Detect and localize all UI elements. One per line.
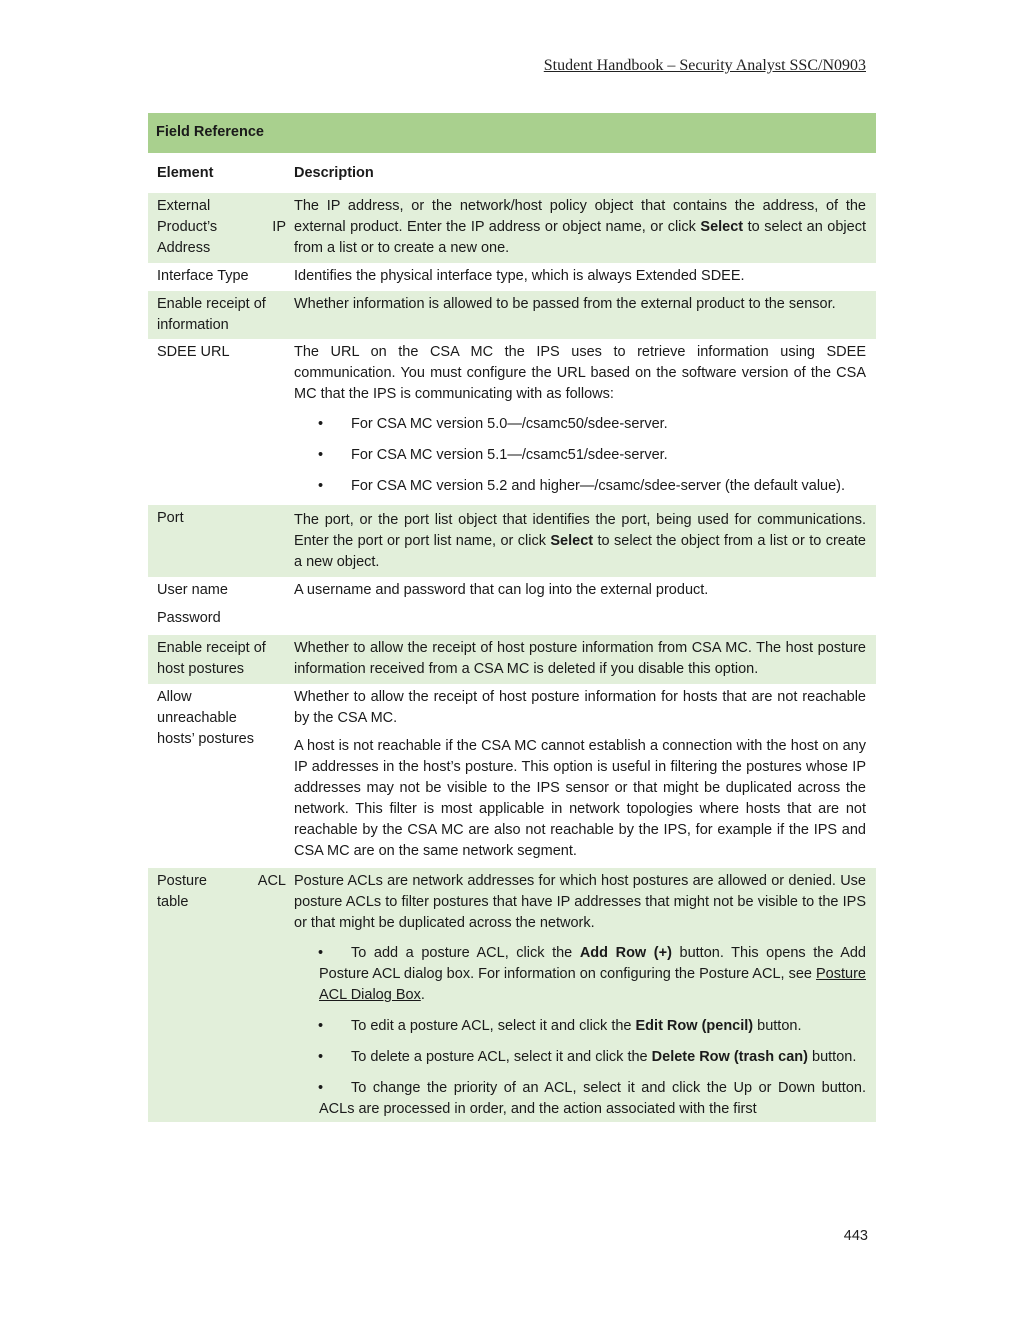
table-row — [148, 577, 876, 635]
bullet-list — [294, 414, 866, 497]
list-item — [294, 1047, 866, 1068]
list-item — [294, 445, 866, 466]
description-cell: Identifies the physical interface type, which is always Extended SDEE. — [294, 268, 745, 284]
edit-row-keyword: Edit Row (pencil) — [635, 1018, 754, 1034]
element-line: hosts’ postures — [157, 731, 254, 747]
bullet-list — [294, 943, 866, 1120]
table-row — [148, 505, 876, 577]
column-header-element: Element — [157, 165, 214, 181]
table-row — [148, 291, 876, 339]
element-line: Allow — [157, 689, 192, 705]
add-row-keyword: Add Row (+) — [579, 945, 672, 961]
description-cell — [286, 193, 866, 263]
list-item-text: To delete a posture ACL, select it and click the — [351, 1049, 652, 1065]
list-item-text: button. — [753, 1018, 802, 1034]
description-cell: A username and password that can log into the external product. — [294, 582, 709, 598]
bullet-icon: • — [318, 478, 324, 494]
bullet-icon: • — [318, 416, 324, 432]
description-cell — [286, 339, 866, 505]
description-text: Posture ACLs are network addresses for which host postures are allowed or denied. Use posture ACLs to filter postures that have IP addresses that might not be visible to the IPS or that might be duplicated across the network. — [294, 873, 866, 931]
bullet-icon: • — [318, 1080, 324, 1096]
description-text: The IP address, or the network/host policy object that contains the address, of the external product. Enter the IP address or object name, or click — [294, 198, 866, 235]
table-title: Field Reference — [148, 113, 876, 153]
table-row — [148, 193, 876, 263]
select-keyword: Select — [700, 219, 744, 235]
description-text: The URL on the CSA MC the IPS uses to retrieve information using SDEE communication. You must configure the URL based on the software version of the CSA MC that the IPS is communicating with as follows: — [294, 344, 866, 402]
description-cell: Whether information is allowed to be passed from the external product to the sensor. — [294, 296, 836, 312]
running-header: Student Handbook – Security Analyst SSC/N0903 — [543, 57, 866, 74]
bullet-icon: • — [318, 945, 324, 961]
bullet-icon: • — [318, 1049, 324, 1065]
column-header-description: Description — [294, 165, 374, 181]
element-line: Password — [157, 610, 221, 626]
description-cell — [286, 684, 866, 868]
list-item — [294, 476, 866, 497]
list-item — [294, 943, 866, 1006]
element-line: Posture ACL — [157, 873, 286, 889]
element-cell: Port — [157, 510, 184, 526]
posture-acl-dialog-link[interactable]: Posture ACL Dialog Box — [319, 966, 866, 1003]
field-reference-table — [148, 113, 876, 1122]
list-item-text: . — [420, 987, 425, 1003]
table-row — [148, 263, 876, 291]
element-cell — [148, 577, 286, 635]
description-text: A host is not reachable if the CSA MC cannot establish a connection with the host on any IP addresses in the host’s posture. This option is useful in filtering the postures whose IP addresses may not be visible to the IPS sensor or that might be duplicated across the network. This filter is most applicable in network topologies where hosts that are not reachable by the CSA MC are also not reachable by the IPS, for example if the IPS and CSA MC are on the same network segment. — [294, 738, 866, 859]
description-cell: Whether to allow the receipt of host posture information from CSA MC. The host posture information received from a CSA MC is deleted if you disable this option. — [294, 640, 866, 677]
description-text: Whether to allow the receipt of host posture information for hosts that are not reachable by the CSA MC. — [294, 689, 866, 726]
element-cell — [148, 684, 286, 868]
column-header-row — [148, 153, 876, 193]
table-row — [148, 635, 876, 684]
list-item — [294, 1078, 866, 1120]
list-item-text: For CSA MC version 5.1—/csamc51/sdee-server. — [351, 447, 668, 463]
list-item-text: For CSA MC version 5.2 and higher—/csamc/sdee-server (the default value). — [351, 478, 846, 494]
description-text: to select an object from a list or to create a new one. — [294, 219, 866, 256]
element-cell — [148, 868, 286, 1122]
element-cell: Enable receipt of information — [157, 296, 266, 333]
element-cell — [148, 193, 286, 263]
list-item-text: To add a posture ACL, click the — [351, 945, 580, 961]
element-line: table — [157, 894, 189, 910]
description-cell — [286, 868, 866, 1122]
element-cell: Enable receipt of host postures — [157, 640, 266, 677]
list-item-text: button. — [807, 1049, 857, 1065]
element-cell: SDEE URL — [157, 344, 230, 360]
table-row — [148, 684, 876, 868]
list-item-text: To edit a posture ACL, select it and click the — [351, 1018, 636, 1034]
bullet-icon: • — [318, 1018, 324, 1034]
element-line: unreachable — [157, 710, 237, 726]
description-text: to select the object from a list or to create a new object. — [294, 533, 866, 570]
description-text: The port, or the port list object that identifies the port, being used for communications. Enter the port or port list name, or click — [294, 512, 866, 549]
description-cell — [286, 505, 866, 577]
bullet-icon: • — [318, 447, 324, 463]
delete-row-keyword: Delete Row (trash can) — [651, 1049, 808, 1065]
table-row — [148, 339, 876, 505]
select-keyword: Select — [550, 533, 594, 549]
element-cell: Interface Type — [157, 268, 249, 284]
element-line: External — [157, 198, 211, 214]
list-item — [294, 414, 866, 435]
list-item-text: button. This opens the Add Posture ACL dialog box. For information on configuring the Posture ACL, see — [319, 945, 866, 982]
list-item-text: To change the priority of an ACL, select it and click the Up or Down button. ACLs are processed in order, and the action associated with the first — [319, 1080, 866, 1117]
list-item-text: For CSA MC version 5.0—/csamc50/sdee-server. — [351, 416, 668, 432]
element-line: Address — [157, 240, 211, 256]
element-line: Product’s IP — [157, 219, 286, 235]
list-item — [294, 1016, 866, 1037]
element-line: User name — [157, 582, 228, 598]
page-number: 443 — [843, 1228, 868, 1244]
table-row — [148, 868, 876, 1122]
